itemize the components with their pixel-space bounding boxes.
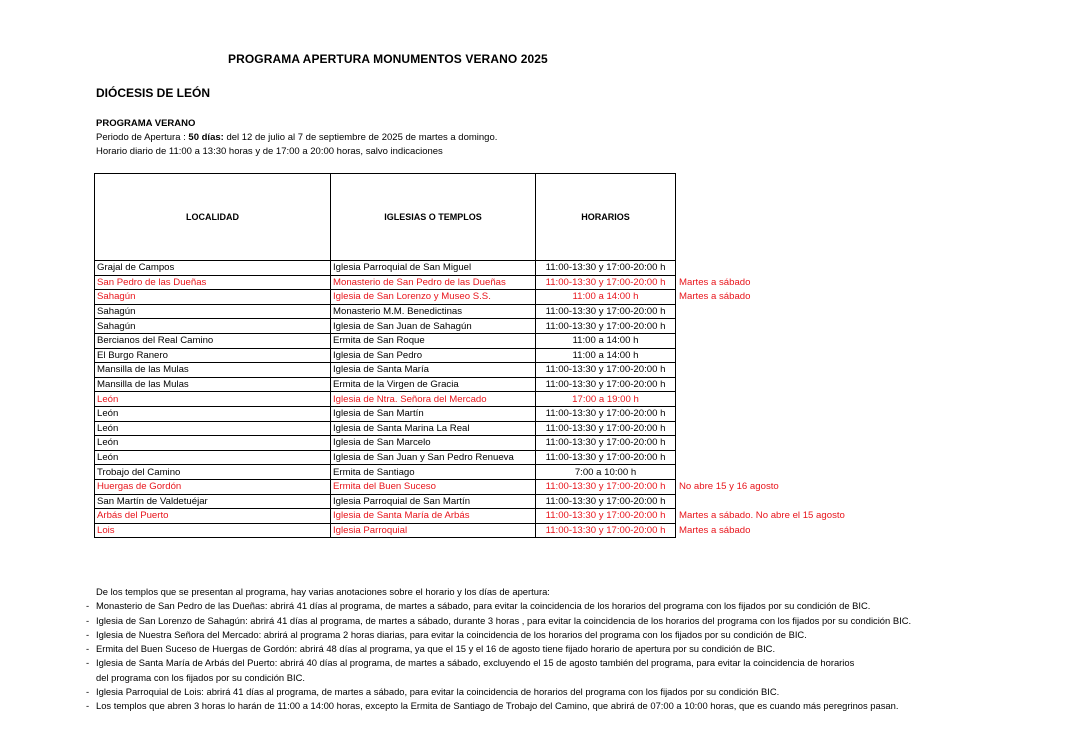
cell-localidad: León <box>95 421 331 436</box>
cell-note <box>676 465 866 480</box>
cell-note <box>676 494 866 509</box>
cell-note <box>676 348 866 363</box>
table-row <box>95 450 866 465</box>
note-text: Iglesia de Santa María de Arbás del Puerto: abrirá 40 días al programa, de martes a sábado, excluyendo el 15 de agosto también del programa, para evitar la coincidencia de horarios <box>96 657 855 669</box>
period-line <box>96 131 497 145</box>
cell-note: Martes a sábado. No abre el 15 agosto <box>679 510 845 522</box>
cell-localidad: San Martín de Valdetuéjar <box>95 494 331 509</box>
cell-note <box>676 304 866 319</box>
note-item <box>86 685 1066 699</box>
note-text: Iglesia Parroquial de Lois: abrirá 41 días al programa, de martes a sábado, para evitar la coincidencia de horarios del programa con los fijados por su condición BIC. <box>96 686 780 698</box>
cell-localidad: Huergas de Gordón <box>95 479 331 494</box>
cell-localidad: Bercianos del Real Camino <box>95 333 331 348</box>
cell-horario: 11:00-13:30 y 17:00-20:00 h <box>536 494 676 509</box>
cell-templo: Monasterio M.M. Benedictinas <box>331 304 536 319</box>
cell-note <box>676 377 866 392</box>
cell-horario: 11:00-13:30 y 17:00-20:00 h <box>536 421 676 436</box>
header-localidad: LOCALIDAD <box>95 174 331 261</box>
cell-templo: Ermita del Buen Suceso <box>331 479 536 494</box>
note-item <box>86 614 1066 628</box>
notes-section <box>86 585 1066 714</box>
cell-templo: Ermita de Santiago <box>331 465 536 480</box>
table-row <box>95 275 866 290</box>
table-row <box>95 333 866 348</box>
cell-note <box>676 363 866 378</box>
table-row <box>95 421 866 436</box>
cell-horario: 11:00 a 14:00 h <box>536 333 676 348</box>
cell-templo: Iglesia de San Juan de Sahagún <box>331 319 536 334</box>
cell-templo: Ermita de San Roque <box>331 333 536 348</box>
cell-note <box>676 333 866 348</box>
header-horarios: HORARIOS <box>536 174 676 261</box>
cell-localidad: Grajal de Campos <box>95 261 331 276</box>
cell-localidad: Trobajo del Camino <box>95 465 331 480</box>
cell-templo: Iglesia de San Marcelo <box>331 436 536 451</box>
cell-note <box>676 392 866 407</box>
cell-note: No abre 15 y 16 agosto <box>679 481 779 493</box>
cell-horario: 11:00-13:30 y 17:00-20:00 h <box>536 523 676 538</box>
table-row <box>95 465 866 480</box>
cell-note <box>676 261 866 276</box>
cell-note: Martes a sábado <box>679 524 751 536</box>
table-header-row <box>95 174 866 261</box>
table-row <box>95 363 866 378</box>
cell-localidad: Mansilla de las Mulas <box>95 363 331 378</box>
note-text: Ermita del Buen Suceso de Huergas de Gordón: abrirá 48 días al programa, ya que el 15 y el 16 de agosto tiene fijado horario de apertura por su condición de BIC. <box>96 643 776 655</box>
notes-intro: De los templos que se presentan al programa, hay varias anotaciones sobre el horario y los días de apertura: <box>96 586 550 597</box>
table-row <box>95 319 866 334</box>
cell-templo: Iglesia Parroquial <box>331 523 536 538</box>
cell-templo: Ermita de la Virgen de Gracia <box>331 377 536 392</box>
cell-horario: 11:00-13:30 y 17:00-20:00 h <box>536 319 676 334</box>
cell-localidad: León <box>95 450 331 465</box>
cell-templo: Iglesia de Santa María <box>331 363 536 378</box>
cell-templo: Iglesia Parroquial de San Martín <box>331 494 536 509</box>
cell-horario: 11:00-13:30 y 17:00-20:00 h <box>536 450 676 465</box>
cell-localidad: Mansilla de las Mulas <box>95 377 331 392</box>
cell-note: Martes a sábado <box>679 276 751 288</box>
period-days: 50 días: <box>188 132 224 143</box>
cell-note <box>676 406 866 421</box>
cell-localidad: Arbás del Puerto <box>95 509 331 524</box>
cell-horario: 11:00-13:30 y 17:00-20:00 h <box>536 377 676 392</box>
table-row <box>95 377 866 392</box>
cell-note <box>676 421 866 436</box>
note-item <box>86 656 1066 685</box>
cell-note <box>676 450 866 465</box>
cell-localidad: San Pedro de las Dueñas <box>95 275 331 290</box>
table-row <box>95 494 866 509</box>
cell-horario: 11:00-13:30 y 17:00-20:00 h <box>536 261 676 276</box>
header-blank <box>676 174 866 261</box>
note-text: Los templos que abren 3 horas lo harán de 11:00 a 14:00 horas, excepto la Ermita de Santiago de Trobajo del Camino, que abrirá de 07:00 a 10:00 horas, que es cuando más peregrinos pasan. <box>96 700 899 712</box>
cell-horario: 11:00 a 14:00 h <box>536 290 676 305</box>
cell-templo: Iglesia de San Lorenzo y Museo S.S. <box>331 290 536 305</box>
monuments-table <box>94 173 866 538</box>
cell-horario: 11:00-13:30 y 17:00-20:00 h <box>536 304 676 319</box>
note-text: Iglesia de Nuestra Señora del Mercado: abrirá al programa 2 horas diarias, para evitar la coincidencia de los horarios del programa con los fijados por su condición de BIC. <box>96 628 807 640</box>
table-row <box>95 523 866 538</box>
period-rest: del 12 de julio al 7 de septiembre de 2025 de martes a domingo. <box>223 132 498 143</box>
note-text: Monasterio de San Pedro de las Dueñas: abrirá 41 días al programa, de martes a sábado, para evitar la coincidencia de los horarios del programa con los fijados por su condición de BIC. <box>96 600 871 612</box>
cell-templo: Iglesia de Santa Marina La Real <box>331 421 536 436</box>
cell-templo: Iglesia de Santa María de Arbás <box>331 509 536 524</box>
cell-localidad: El Burgo Ranero <box>95 348 331 363</box>
schedule-line: Horario diario de 11:00 a 13:30 horas y de 17:00 a 20:00 horas, salvo indicaciones <box>96 146 443 157</box>
cell-localidad: León <box>95 436 331 451</box>
cell-templo: Iglesia de San Juan y San Pedro Renueva <box>331 450 536 465</box>
note-item <box>86 642 1066 656</box>
cell-templo: Monasterio de San Pedro de las Dueñas <box>331 275 536 290</box>
cell-localidad: Sahagún <box>95 319 331 334</box>
cell-horario: 11:00-13:30 y 17:00-20:00 h <box>536 275 676 290</box>
note-item <box>86 699 1066 713</box>
table-row <box>95 406 866 421</box>
cell-horario: 11:00-13:30 y 17:00-20:00 h <box>536 436 676 451</box>
cell-templo: Iglesia de Ntra. Señora del Mercado <box>331 392 536 407</box>
cell-horario: 7:00 a 10:00 h <box>536 465 676 480</box>
cell-horario: 11:00-13:30 y 17:00-20:00 h <box>536 479 676 494</box>
cell-templo: Iglesia Parroquial de San Miguel <box>331 261 536 276</box>
table-row <box>95 436 866 451</box>
program-intro <box>96 117 497 159</box>
table-row <box>95 261 866 276</box>
cell-horario: 11:00 a 14:00 h <box>536 348 676 363</box>
cell-localidad: León <box>95 392 331 407</box>
header-iglesias: IGLESIAS O TEMPLOS <box>331 174 536 261</box>
table-row <box>95 392 866 407</box>
diocese-heading: DIÓCESIS DE LEÓN <box>96 86 211 100</box>
table-row <box>95 348 866 363</box>
cell-note <box>676 436 866 451</box>
table-row <box>95 290 866 305</box>
cell-horario: 11:00-13:30 y 17:00-20:00 h <box>536 509 676 524</box>
note-item <box>86 599 1066 613</box>
document-title: PROGRAMA APERTURA MONUMENTOS VERANO 2025 <box>228 52 548 66</box>
period-prefix: Periodo de Apertura : <box>96 132 189 143</box>
cell-localidad: Lois <box>95 523 331 538</box>
cell-note <box>676 319 866 334</box>
cell-templo: Iglesia de San Pedro <box>331 348 536 363</box>
cell-templo: Iglesia de San Martín <box>331 406 536 421</box>
cell-note: Martes a sábado <box>679 291 751 303</box>
table-row <box>95 479 866 494</box>
note-item <box>86 628 1066 642</box>
table-row <box>95 304 866 319</box>
program-subtitle: PROGRAMA VERANO <box>96 118 196 129</box>
note-continuation: del programa con los fijados por su condición BIC. <box>96 671 305 683</box>
cell-localidad: Sahagún <box>95 290 331 305</box>
note-text: Iglesia de San Lorenzo de Sahagún: abrirá 41 días al programa, de martes a sábado, durante 3 horas , para evitar la coincidencia de los horarios del programa con los fijados por su condición BIC. <box>96 614 912 626</box>
table-row <box>95 509 866 524</box>
cell-horario: 17:00 a 19:00 h <box>536 392 676 407</box>
cell-horario: 11:00-13:30 y 17:00-20:00 h <box>536 363 676 378</box>
cell-horario: 11:00-13:30 y 17:00-20:00 h <box>536 406 676 421</box>
cell-localidad: Sahagún <box>95 304 331 319</box>
cell-localidad: León <box>95 406 331 421</box>
